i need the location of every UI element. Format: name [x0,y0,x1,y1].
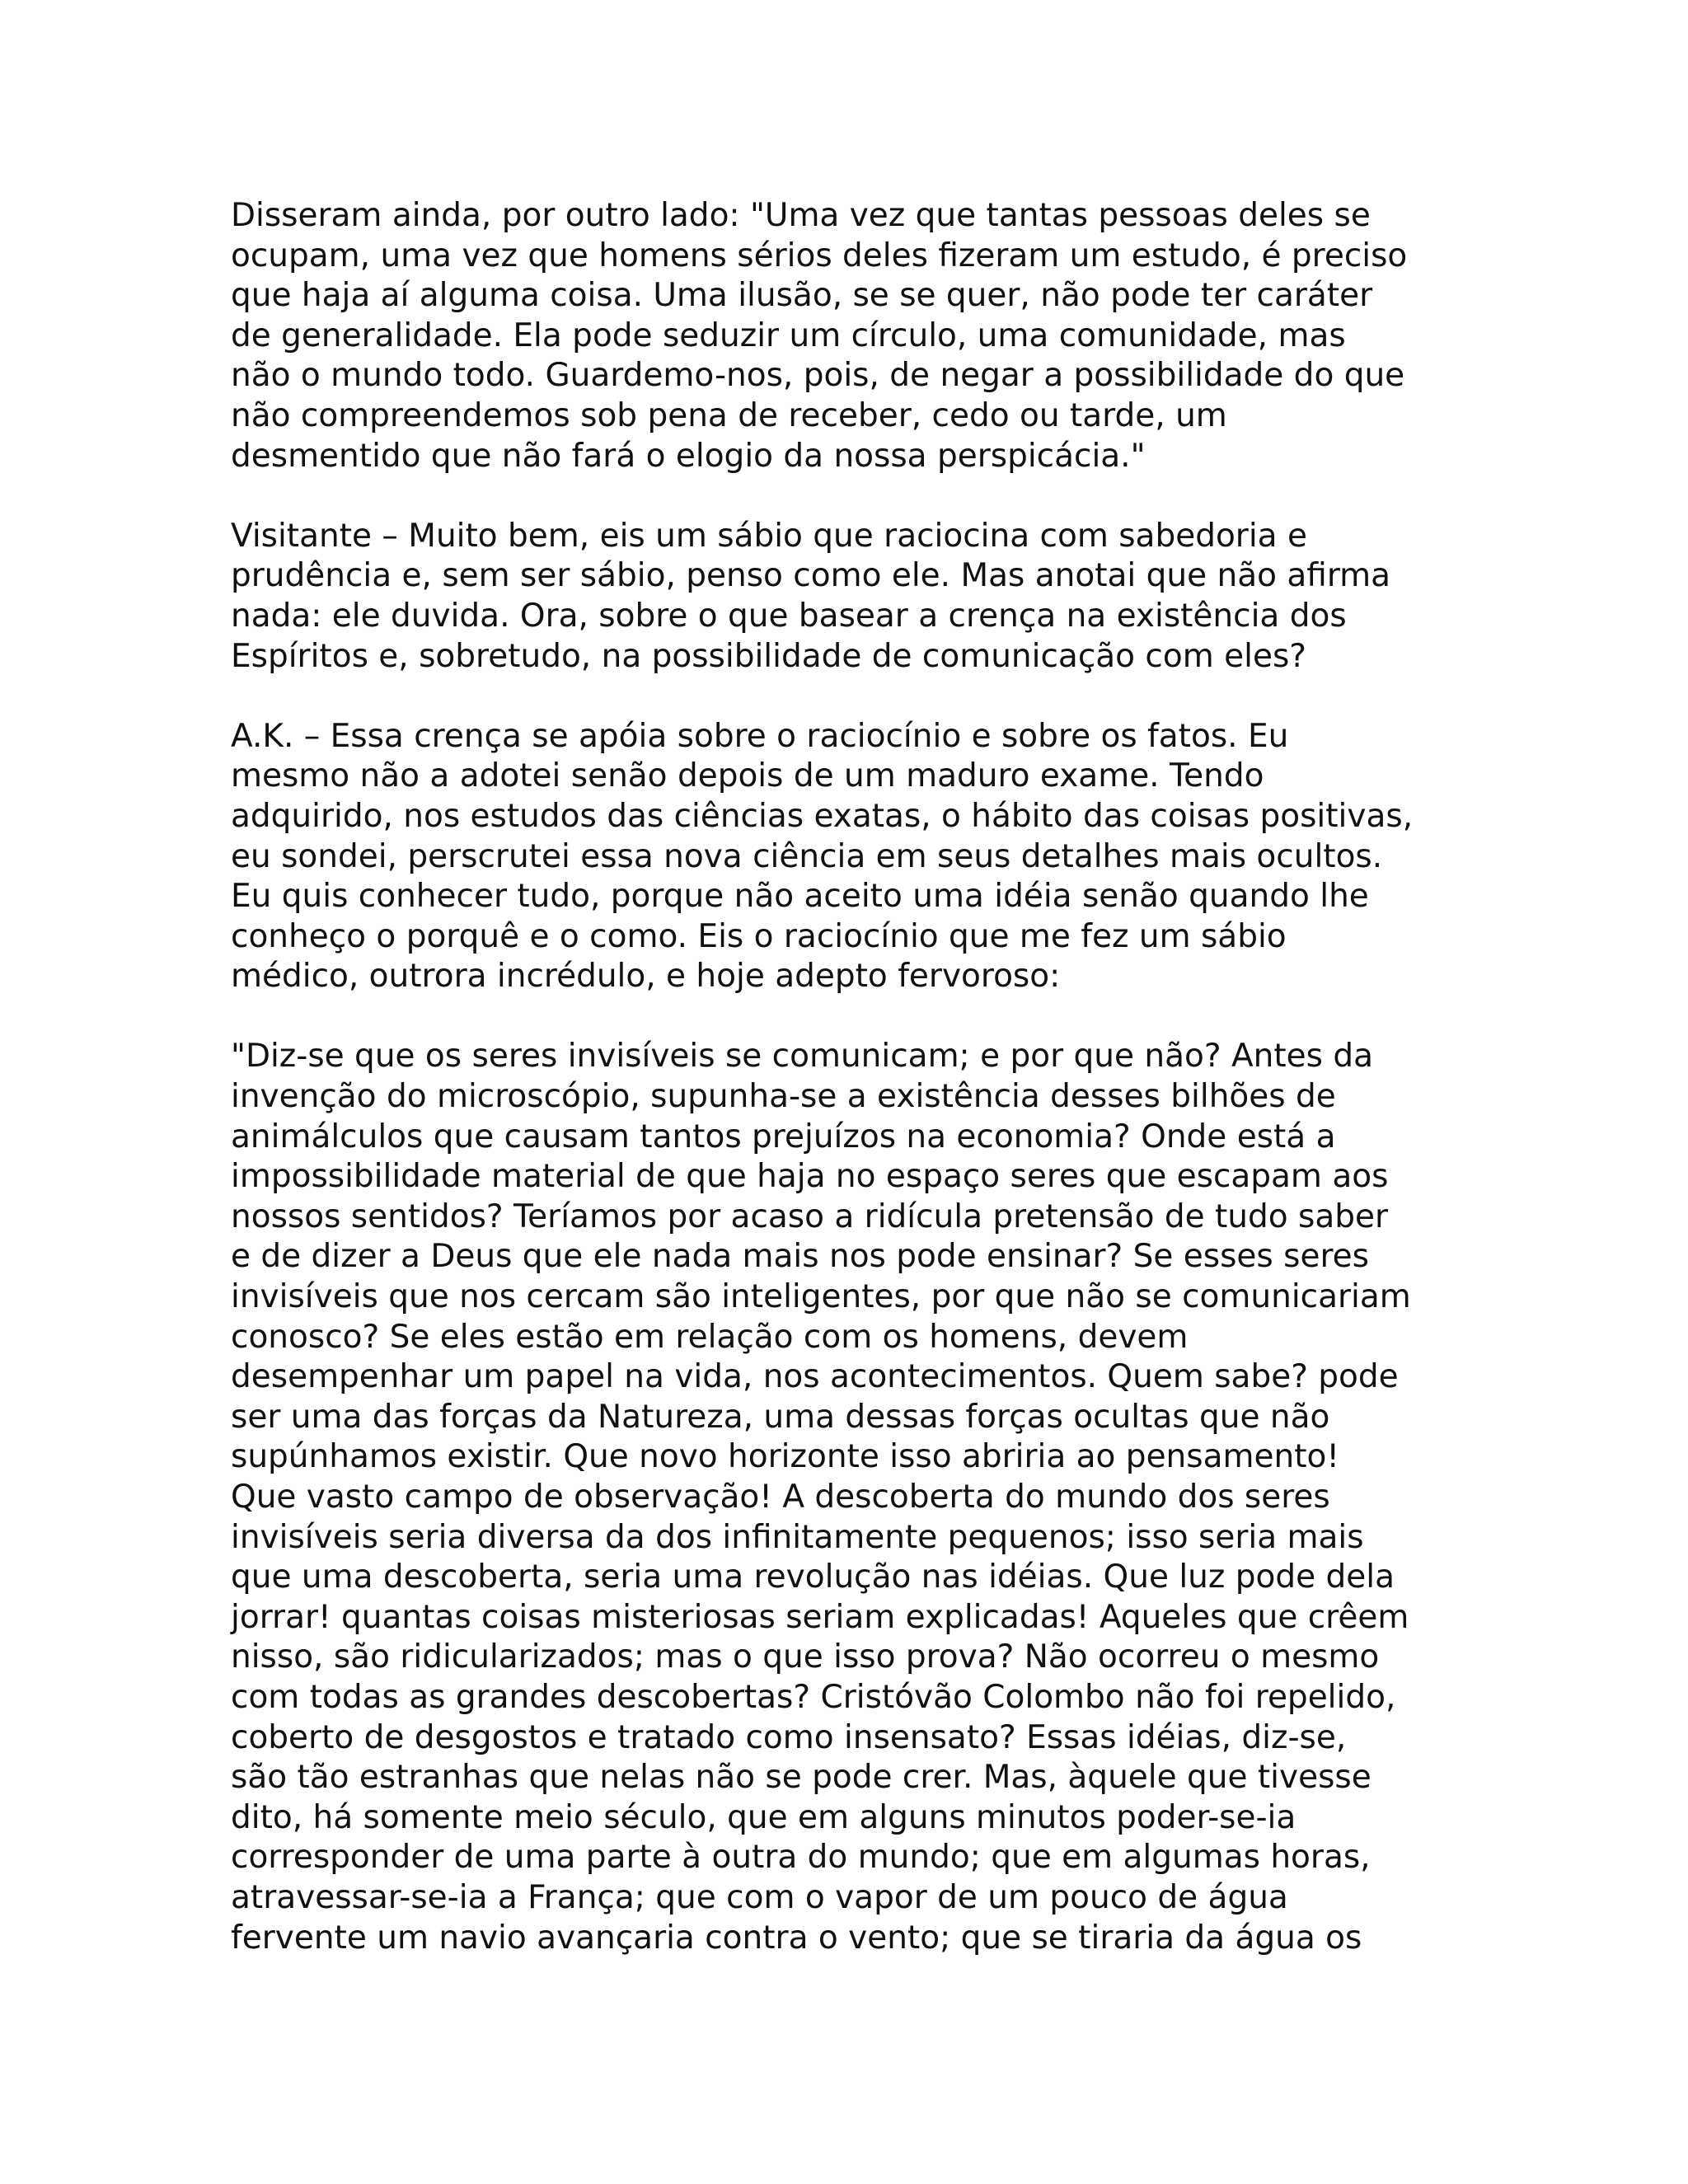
text-line: de generalidade. Ela pode seduzir um círculo, uma comunidade, mas [231,316,1346,354]
text-line: mesmo não a adotei senão depois de um maduro exame. Tendo [231,757,1264,795]
text-line: atravessar-se-ia a França; que com o vapor de um pouco de água [231,1878,1288,1916]
paragraph-4 [231,1037,1484,1958]
text-line: supúnhamos existir. Que novo horizonte isso abriria ao pensamento! [231,1438,1339,1476]
text-line: eu sondei, perscrutei essa nova ciência em seus detalhes mais ocultos. [231,837,1383,875]
text-line: fervente um navio avançaria contra o vento; que se tiraria da água os [231,1919,1362,1957]
text-line: que uma descoberta, seria uma revolução nas idéias. Que luz pode dela [231,1558,1395,1596]
text-line: e de dizer a Deus que ele nada mais nos pode ensinar? Se esses seres [231,1238,1369,1276]
text-line: nossos sentidos? Teríamos por acaso a ridícula pretensão de tudo saber [231,1197,1388,1235]
text-line: desempenhar um papel na vida, nos acontecimentos. Quem sabe? pode [231,1358,1399,1396]
text-line: jorrar! quantas coisas misteriosas seriam explicadas! Aqueles que crêem [231,1598,1409,1636]
text-line: desmentido que não fará o elogio da nossa perspicácia." [231,437,1146,475]
text-line: ser uma das forças da Natureza, uma dessas forças ocultas que não [231,1398,1330,1436]
text-line: nisso, são ridicularizados; mas o que isso prova? Não ocorreu o mesmo [231,1638,1380,1676]
document-body [231,196,1484,1999]
text-line: invenção do microscópio, supunha-se a existência desses bilhões de [231,1078,1336,1116]
text-line: invisíveis que nos cercam são inteligentes, por que não se comunicariam [231,1278,1411,1316]
text-line: Que vasto campo de observação! A descoberta do mundo dos seres [231,1479,1330,1516]
text-line: que haja aí alguma coisa. Uma ilusão, se se quer, não pode ter caráter [231,277,1373,315]
text-line: não o mundo todo. Guardemo-nos, pois, de negar a possibilidade do que [231,357,1405,395]
text-line: coberto de desgostos e tratado como insensato? Essas idéias, diz-se, [231,1718,1347,1756]
text-line: ocupam, uma vez que homens sérios deles fizeram um estudo, é preciso [231,237,1408,274]
text-line: médico, outrora incrédulo, e hoje adepto fervoroso: [231,958,1061,996]
text-line: prudência e, sem ser sábio, penso como ele. Mas anotai que não afirma [231,557,1391,595]
text-line: Espíritos e, sobretudo, na possibilidade de comunicação com eles? [231,637,1306,675]
text-line: impossibilidade material de que haja no espaço seres que escapam aos [231,1158,1389,1196]
text-line: dito, há somente meio século, que em alguns minutos poder-se-ia [231,1798,1296,1836]
text-line: invisíveis seria diversa da dos infinitamente pequenos; isso seria mais [231,1518,1364,1556]
text-line: com todas as grandes descobertas? Cristóvão Colombo não foi repelido, [231,1678,1396,1716]
text-line: são tão estranhas que nelas não se pode crer. Mas, àquele que tivesse [231,1759,1372,1797]
text-line: "Diz-se que os seres invisíveis se comunicam; e por que não? Antes da [231,1038,1374,1076]
text-line: conheço o porquê e o como. Eis o raciocínio que me fez um sábio [231,917,1287,955]
text-line: corresponder de uma parte à outra do mundo; que em algumas horas, [231,1839,1371,1877]
paragraph-2 [231,517,1484,677]
text-line: A.K. – Essa crença se apóia sobre o raciocínio e sobre os fatos. Eu [231,717,1289,755]
text-line: não compreendemos sob pena de receber, cedo ou tarde, um [231,396,1227,434]
text-line: Visitante – Muito bem, eis um sábio que raciocina com sabedoria e [231,517,1307,555]
text-line: Disseram ainda, por outro lado: "Uma vez que tantas pessoas deles se [231,197,1371,234]
paragraph-3 [231,717,1484,997]
paragraph-1 [231,196,1484,476]
text-line: conosco? Se eles estão em relação com os homens, devem [231,1318,1189,1356]
text-line: animálculos que causam tantos prejuízos na economia? Onde está a [231,1118,1336,1155]
text-line: Eu quis conhecer tudo, porque não aceito uma idéia senão quando lhe [231,878,1369,916]
text-line: nada: ele duvida. Ora, sobre o que basear a crença na existência dos [231,597,1347,635]
text-line: adquirido, nos estudos das ciências exatas, o hábito das coisas positivas, [231,797,1414,835]
